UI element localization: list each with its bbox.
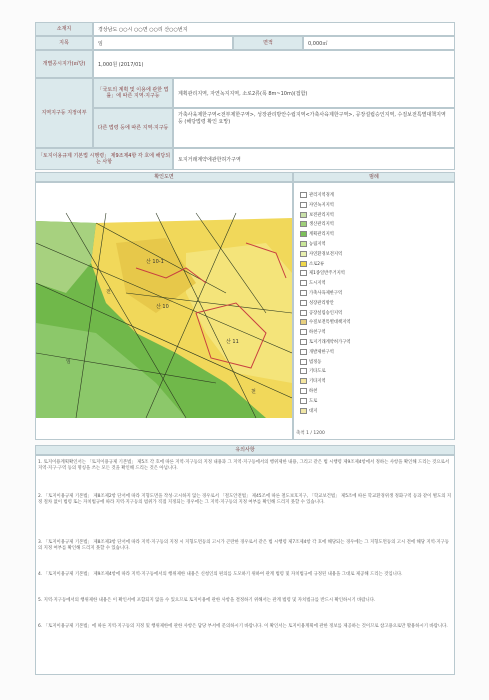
- legend-item: [300, 359, 321, 365]
- legend-label: 보전관리지역: [309, 212, 334, 218]
- svg-text:전: 전: [106, 289, 111, 295]
- svg-text:천: 천: [251, 389, 256, 395]
- area-value: 0,000㎡: [303, 36, 455, 50]
- legend-item: [300, 241, 326, 247]
- legend-label: 생산관리지역: [309, 222, 334, 228]
- legend-swatch: [300, 221, 307, 227]
- legend-swatch: [300, 378, 307, 384]
- legend-swatch: [300, 231, 307, 237]
- legend-title: 범례: [293, 172, 455, 182]
- legend-label: 자연환경보전지역: [309, 251, 343, 257]
- legend-item: [300, 251, 342, 257]
- land-use-map[interactable]: [36, 183, 292, 439]
- zoning-b-value: 가축사육제한구역<전부제한구역>, 성장관리방안수립지역<가축사육제한구역>, 공장설립승인지역, 수질보전특별대책지역 등 (해당법령 확인 요망): [173, 108, 455, 148]
- map-title: 확인도면: [35, 172, 293, 182]
- legend-swatch: [300, 251, 307, 257]
- legend-item: [300, 192, 334, 198]
- notice-paragraph-2: 2. 「토지이용규제 기본법」 제8조제2항 단서에 따라 지형도면을 작성·고시하지 않는 경우로서 「철도안전법」 제45조에 따른 철도보호지구, 「학교보건법」 제5조에 따른 학교환경위생 정화구역 등과 같이 별도의 지정 절차 없이 법령 또는 자치법규에 따라 지역·지구등의 범위가 직접 지정되는 경우에는 그 지역·지구등의 지정 여부를 확인해 드리지 못할 수 있습니다.: [38, 494, 452, 506]
- land-price-label: 개별공시지가(㎡당): [35, 50, 93, 78]
- legend-item: [300, 270, 345, 276]
- legend-item: [300, 388, 317, 394]
- legend-label: 계획관리지역: [309, 232, 334, 238]
- legend-swatch: [300, 319, 307, 325]
- legend-label: 성장관리방안: [309, 300, 334, 306]
- legend-label: 자연녹지지역: [309, 202, 334, 208]
- legend-label: 수질보전특별대책지역: [309, 320, 351, 326]
- legend-item: [300, 339, 351, 345]
- map-frame: [35, 182, 293, 440]
- address-label: 소재지: [35, 22, 93, 36]
- legend-item: [300, 329, 326, 335]
- notice-paragraph-3: 3. 「토지이용규제 기본법」 제8조제3항 단서에 따라 지역·지구등의 지정 시 지형도면등의 고시가 곤란한 경우로서 같은 법 시행령 제7조제4항 각 호에 해당되는 경우에는 그 지형도면등의 고시 전에 해당 지역·지구등의 지정 여부를 확인해 드리지 못할 수 있습니다.: [38, 540, 450, 552]
- legend-swatch: [300, 280, 307, 286]
- land-category-value: 임: [93, 36, 233, 50]
- legend-swatch: [300, 261, 307, 267]
- legend-item: [300, 290, 342, 296]
- legend-swatch: [300, 241, 307, 247]
- legend-label: 하천: [309, 389, 318, 394]
- legend-swatch: [300, 202, 307, 208]
- svg-text:임: 임: [66, 359, 71, 365]
- land-category-label: 지목: [35, 36, 93, 50]
- legend-label: 개발제한구역: [309, 349, 334, 355]
- legend-item: [300, 398, 317, 404]
- legend-swatch: [300, 270, 307, 276]
- notice-box: [35, 455, 455, 675]
- zoning-c-value: 토지거래계약에관한허가구역: [173, 148, 455, 170]
- zoning-a-value: 계획관리지역, 자연녹지지역, 소로2류(폭 8m~10m)(접함): [173, 78, 455, 108]
- legend-item: [300, 349, 334, 355]
- legend-item: [300, 261, 324, 267]
- svg-text:산 10: 산 10: [156, 304, 169, 310]
- legend-item: [300, 310, 342, 316]
- legend-item: [300, 368, 326, 374]
- legend-label: 기타지역: [309, 379, 326, 385]
- legend-label: 가축사육제한구역: [309, 291, 343, 296]
- zoning-a-label: 「국토의 계획 및 이용에 관한 법률」에 따른 지역·지구등: [93, 78, 173, 108]
- legend-item: [300, 280, 326, 286]
- legend-label: 농림지역: [309, 242, 326, 247]
- notice-paragraph-6: 6. 「토지이용규제 기본법」에 따른 지역·지구등의 지정 및 행위제한에 관한 사항은 담당 부서에 문의하시기 바랍니다. 이 확인서는 토지이용계획에 관한 정보를 제공하는 것이므로 참고용으로만 활용하시기 바랍니다.: [38, 624, 448, 629]
- legend-item: [300, 378, 326, 384]
- legend-swatch: [300, 310, 307, 316]
- legend-label: 공장설립승인지역: [309, 310, 343, 316]
- address-value: 경상남도 ○○시 ○○면 ○○리 산○○번지: [93, 22, 455, 36]
- legend-label: 토지거래계약허가구역: [309, 340, 351, 345]
- legend-item: [300, 221, 334, 227]
- legend-item: [300, 408, 317, 414]
- land-price-value: 1,000원 (2017/01): [93, 50, 455, 78]
- legend-label: 관리지역경계: [309, 193, 334, 198]
- legend-swatch: [300, 368, 307, 374]
- legend-item: [300, 231, 334, 237]
- legend-swatch: [300, 349, 307, 355]
- legend-swatch: [300, 329, 307, 335]
- legend-swatch: [300, 388, 307, 394]
- notice-paragraph-5: 5. 지역·지구등에서의 행위제한 내용은 이 확인서에 포함되지 않을 수 있으므로 토지이용에 관한 사항을 결정하기 위해서는 관계 법령 및 자치법규를 반드시 확인하시기 바랍니다.: [38, 598, 376, 603]
- svg-text:산 10-1: 산 10-1: [146, 259, 164, 265]
- legend-swatch: [300, 359, 307, 365]
- area-label: 면적: [233, 36, 303, 50]
- notice-paragraph-4: 4. 「토지이용규제 기본법」 제9조제4항에 따라 지역·지구등에서의 행위제한 내용은 신청인의 편의를 도모하기 위하여 관계 법령 및 자치법규에 규정된 내용을 그대로 제공해 드리는 것입니다.: [38, 572, 403, 577]
- legend-swatch: [300, 212, 307, 218]
- legend-swatch: [300, 339, 307, 345]
- legend-label: 도시지역: [309, 281, 326, 287]
- legend-item: [300, 212, 334, 218]
- legend-label: 소로2류: [309, 261, 325, 267]
- svg-text:산 11: 산 11: [226, 339, 239, 345]
- legend-swatch: [300, 408, 307, 414]
- legend-swatch: [300, 398, 307, 404]
- legend-item: [300, 300, 334, 306]
- legend-label: 하천구역: [309, 330, 326, 336]
- legend-label: 기타도로: [309, 369, 326, 375]
- legend-swatch: [300, 300, 307, 306]
- legend-item: [300, 202, 334, 208]
- legend-item: [300, 319, 351, 325]
- zoning-b-label: 다른 법령 등에 따른 지역·지구등: [93, 108, 173, 148]
- zoning-group-label: 지역지구등 지정여부: [35, 78, 93, 148]
- legend-label: 법정동: [309, 359, 322, 365]
- legend-swatch: [300, 290, 307, 296]
- legend-swatch: [300, 192, 307, 198]
- legend-label: 대지: [309, 408, 318, 414]
- map-scale: 축척 1 / 1200: [296, 431, 325, 436]
- zoning-c-label: 「토지이용규제 기본법 시행령」 제9조제4항 각 호에 해당되는 사항: [35, 148, 173, 170]
- notice-title: 유의사항: [35, 445, 455, 455]
- notice-paragraph-1: 1. 토지이용계획확인서는 「토지이용규제 기본법」 제5조 각 호에 따른 지역·지구등의 지정 내용과 그 지역·지구등에서의 행위제한 내용, 그리고 같은 법 시행령 제9조제4항에서 정하는 사항을 확인해 드리는 것으로서 지역·지구·구역 등의 명칭을 쓰는 모든 것을 확인해 드리는 것은 아닙니다.: [38, 460, 450, 472]
- legend-label: 제1종일반주거지역: [309, 271, 345, 277]
- legend-label: 도로: [309, 398, 318, 404]
